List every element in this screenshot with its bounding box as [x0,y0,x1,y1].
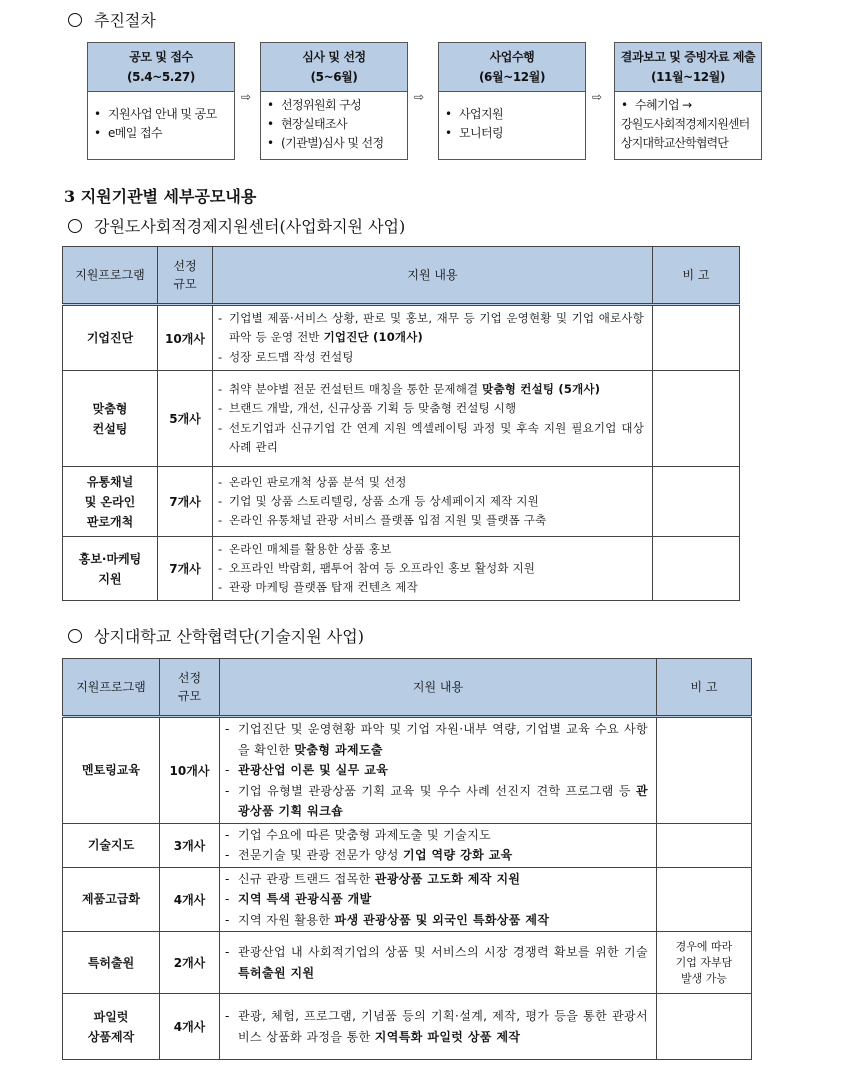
program-name: 제품고급화 [82,892,140,907]
process-step-item: • 수혜기업 → [615,96,761,115]
table-row [63,717,752,824]
header-content: 지원 내용 [220,659,657,717]
table-row [63,994,752,1060]
content-emphasis: 기업진단 (10개사) [323,330,423,345]
sub-heading-2-text: 상지대학교 산학협력단(기술지원 사업) [94,627,364,646]
process-step-item: 강원도사회적경제지원센터 [621,117,750,131]
table-row [63,537,740,601]
content-line [224,760,648,781]
process-step-item: • e메일 접수 [88,124,234,143]
content-text: 관광 마케팅 플랫폼 탑재 컨텐츠 제작 [229,580,418,595]
content-text: 기업 및 상품 스토리텔링, 상품 소개 등 상세페이지 제작 지원 [229,493,539,508]
sub-heading-1-text: 강원도사회적경제지원센터(사업화지원 사업) [94,217,406,236]
program-cell [63,717,160,824]
content-emphasis: 지역 특색 관광식품 개발 [238,892,372,906]
note-cell [657,994,752,1060]
content-line [217,348,644,367]
process-step-period: (6월~12월) [478,70,546,84]
note-text: 경우에 따라 [675,939,733,953]
content-line [217,380,644,399]
content-text: 기업 유형별 관광상품 기획 교육 및 우수 사례 선진지 견학 프로그램 등 [238,783,636,798]
content-line [217,540,644,559]
program-name: 멘토링교육 [82,763,140,778]
process-step-item: • (기관별)심사 및 선정 [261,134,407,153]
note-cell [657,867,752,932]
content-text: 브랜드 개발, 개선, 신규상품 기획 등 맞춤형 컨설팅 시행 [229,401,517,416]
content-line [224,1006,648,1047]
content-emphasis: 파생 관광상품 및 외국인 특화상품 제작 [334,912,550,927]
procedure-heading-text: 추진절차 [94,11,156,30]
note-cell [653,305,740,371]
note-cell [653,371,740,467]
content-emphasis: 맞춤형 과제도출 [294,742,383,757]
arrow-right-icon: ⇨ [592,90,603,104]
content-text: 신규 관광 트랜드 접목한 [238,871,375,886]
note-cell [653,537,740,601]
content-text: 기업 수요에 따른 맞춤형 과제도출 및 기술지도 [238,827,492,842]
content-text: 관광, 체험, 프로그램, 기념품 등의 기획·설계, 제작, 평가 등을 통한 관광서비스 상품화 과정을 통한 [238,1009,648,1044]
content-text: 취약 분야별 전문 컨설턴트 매칭을 통한 문제해결 [229,381,483,396]
arrow-right-icon: ⇨ [414,90,425,104]
content-cell [220,717,657,824]
content-line [217,399,644,418]
arrow-right-icon: ⇨ [241,90,252,104]
process-step-items [439,92,585,143]
note-text: 발생 가능 [680,971,727,985]
content-cell [220,867,657,932]
support-table-sangji [62,658,752,1060]
program-cell [63,467,158,537]
selection-count: 10개사 [158,305,213,371]
table-row [63,823,752,867]
content-line [224,845,648,866]
header-scale [160,659,220,717]
program-name: 파일럿 [93,1009,129,1024]
content-line [217,309,644,348]
content-line [224,825,648,846]
program-name: 지원 [98,571,122,586]
header-program: 지원프로그램 [63,247,158,305]
content-line [224,719,648,760]
selection-count: 7개사 [158,467,213,537]
selection-count: 3개사 [160,823,220,867]
program-cell [63,932,160,994]
program-name: 상품제작 [87,1029,135,1044]
table-row [63,467,740,537]
content-text: 기업진단 및 운영현황 파악 및 기업 자원·내부 역량, 기업별 교육 수요 사항을 확인한 [238,722,648,757]
program-name: 및 온라인 [84,494,136,509]
process-step-period: (5.4~5.27) [127,70,195,84]
content-text: 지역 자원 활용한 [238,912,335,927]
content-cell [220,994,657,1060]
content-text: 온라인 판로개척 상품 분석 및 선정 [229,474,407,489]
selection-count: 10개사 [160,717,220,824]
content-line [217,492,644,511]
program-cell [63,994,160,1060]
content-line [217,559,644,578]
process-step-title: 심사 및 선정 [302,50,366,64]
circle-bullet-icon [68,219,82,233]
process-step-title: 결과보고 및 증빙자료 제출 [620,50,756,64]
process-step [438,42,586,160]
content-line [217,578,644,597]
header-program: 지원프로그램 [63,659,160,717]
content-emphasis: 관광산업 이론 및 실무 교육 [238,763,389,777]
content-line [224,889,648,910]
program-cell [63,305,158,371]
selection-count: 7개사 [158,537,213,601]
program-name: 기업진단 [86,331,134,345]
note-cell [657,932,752,994]
sub-heading-1 [68,214,405,237]
content-emphasis: 기업 역량 강화 교육 [402,848,513,862]
header-scale [158,247,213,305]
process-step-items [88,92,234,143]
note-cell [653,467,740,537]
program-name: 특허출원 [87,955,135,970]
selection-count: 5개사 [158,371,213,467]
content-cell [213,537,653,601]
process-step-item: • 모니터링 [439,124,585,143]
process-step-title: 사업수행 [489,50,535,64]
process-step [260,42,408,160]
program-cell [63,867,160,932]
content-text: 온라인 매체를 활용한 상품 홍보 [229,541,392,556]
program-name: 홍보·마케팅 [78,551,142,566]
content-line [217,473,644,492]
content-line [224,910,648,931]
process-step-title: 공모 및 접수 [129,50,193,64]
process-step-header [261,43,407,92]
table-row [63,371,740,467]
process-step-item: 상지대학교산학협력단 [621,136,728,150]
support-table-gangwon [62,246,740,601]
content-text: 성장 로드맵 작성 컨설팅 [229,349,354,364]
table-row [63,932,752,994]
table-row [63,305,740,371]
program-name: 유통채널 [86,474,134,489]
table-row [63,867,752,932]
content-cell [213,305,653,371]
content-emphasis: 특허출원 지원 [238,965,315,980]
header-scale-line2: 규모 [173,277,197,291]
content-text: 선도기업과 신규기업 간 연계 지원 엑셀레이팅 과정 및 후속 지원 필요기업 대상 사례 관리 [229,420,644,454]
program-name: 판로개척 [86,514,134,529]
content-emphasis: 관광상품 고도화 제작 지원 [374,871,521,886]
content-line [217,511,644,530]
header-scale-line2: 규모 [177,689,202,703]
process-step [87,42,235,160]
selection-count: 4개사 [160,994,220,1060]
program-cell [63,371,158,467]
circle-bullet-icon [68,13,82,27]
table-header-row [63,659,752,717]
header-scale-line1: 선정 [177,671,202,685]
program-cell [63,823,160,867]
header-scale-line1: 선정 [173,259,197,273]
program-name: 컨설팅 [92,421,128,436]
main-section-heading: 3 지원기관별 세부공모내용 [64,187,257,206]
process-step-header [88,43,234,92]
note-text: 기업 자부담 [675,955,733,969]
process-step-items [615,92,761,153]
content-line [224,869,648,890]
content-emphasis: 맞춤형 컨설팅 (5개사) [482,381,601,396]
header-note: 비 고 [653,247,740,305]
header-content: 지원 내용 [213,247,653,305]
process-step-items [261,92,407,153]
content-cell [213,467,653,537]
program-name: 기술지도 [87,838,135,852]
sub-heading-2 [68,624,364,647]
program-cell [63,537,158,601]
selection-count: 2개사 [160,932,220,994]
content-cell [220,823,657,867]
content-text: 오프라인 박람회, 팸투어 참여 등 오프라인 홍보 활성화 지원 [229,560,536,575]
process-step-item: • 사업지원 [439,105,585,124]
selection-count: 4개사 [160,867,220,932]
procedure-heading [68,8,156,31]
content-line [217,419,644,458]
content-text: 전문기술 및 관광 전문가 양성 [238,848,403,862]
content-cell [213,371,653,467]
content-emphasis: 지역특화 파일럿 상품 제작 [374,1029,521,1044]
content-text: 기업별 제품·서비스 상황, 판로 및 홍보, 재무 등 기업 운영현황 및 기업 애로사항 파악 등 운영 전반 [229,311,644,345]
content-emphasis: 관광상품 기획 워크숍 [238,783,648,818]
process-step-period: (11월~12월) [650,70,725,84]
process-step-period: (5~6월) [310,70,358,84]
process-step-item: • 지원사업 안내 및 공모 [88,105,234,124]
content-text: 온라인 유통채널 관광 서비스 플랫폼 입점 지원 및 플랫폼 구축 [229,513,547,528]
content-line [224,781,648,822]
content-line [224,942,648,983]
circle-bullet-icon [68,629,82,643]
process-step [614,42,762,160]
table-header-row [63,247,740,305]
process-step-item: • 현장실태조사 [261,115,407,134]
header-note: 비 고 [657,659,752,717]
content-cell [220,932,657,994]
process-step-item: • 선정위원회 구성 [261,96,407,115]
process-step-header [615,43,761,92]
process-step-header [439,43,585,92]
content-text: 관광산업 내 사회적기업의 상품 및 서비스의 시장 경쟁력 확보를 위한 기술 [238,945,648,959]
note-cell [657,823,752,867]
note-cell [657,717,752,824]
program-name: 맞춤형 [92,401,128,416]
